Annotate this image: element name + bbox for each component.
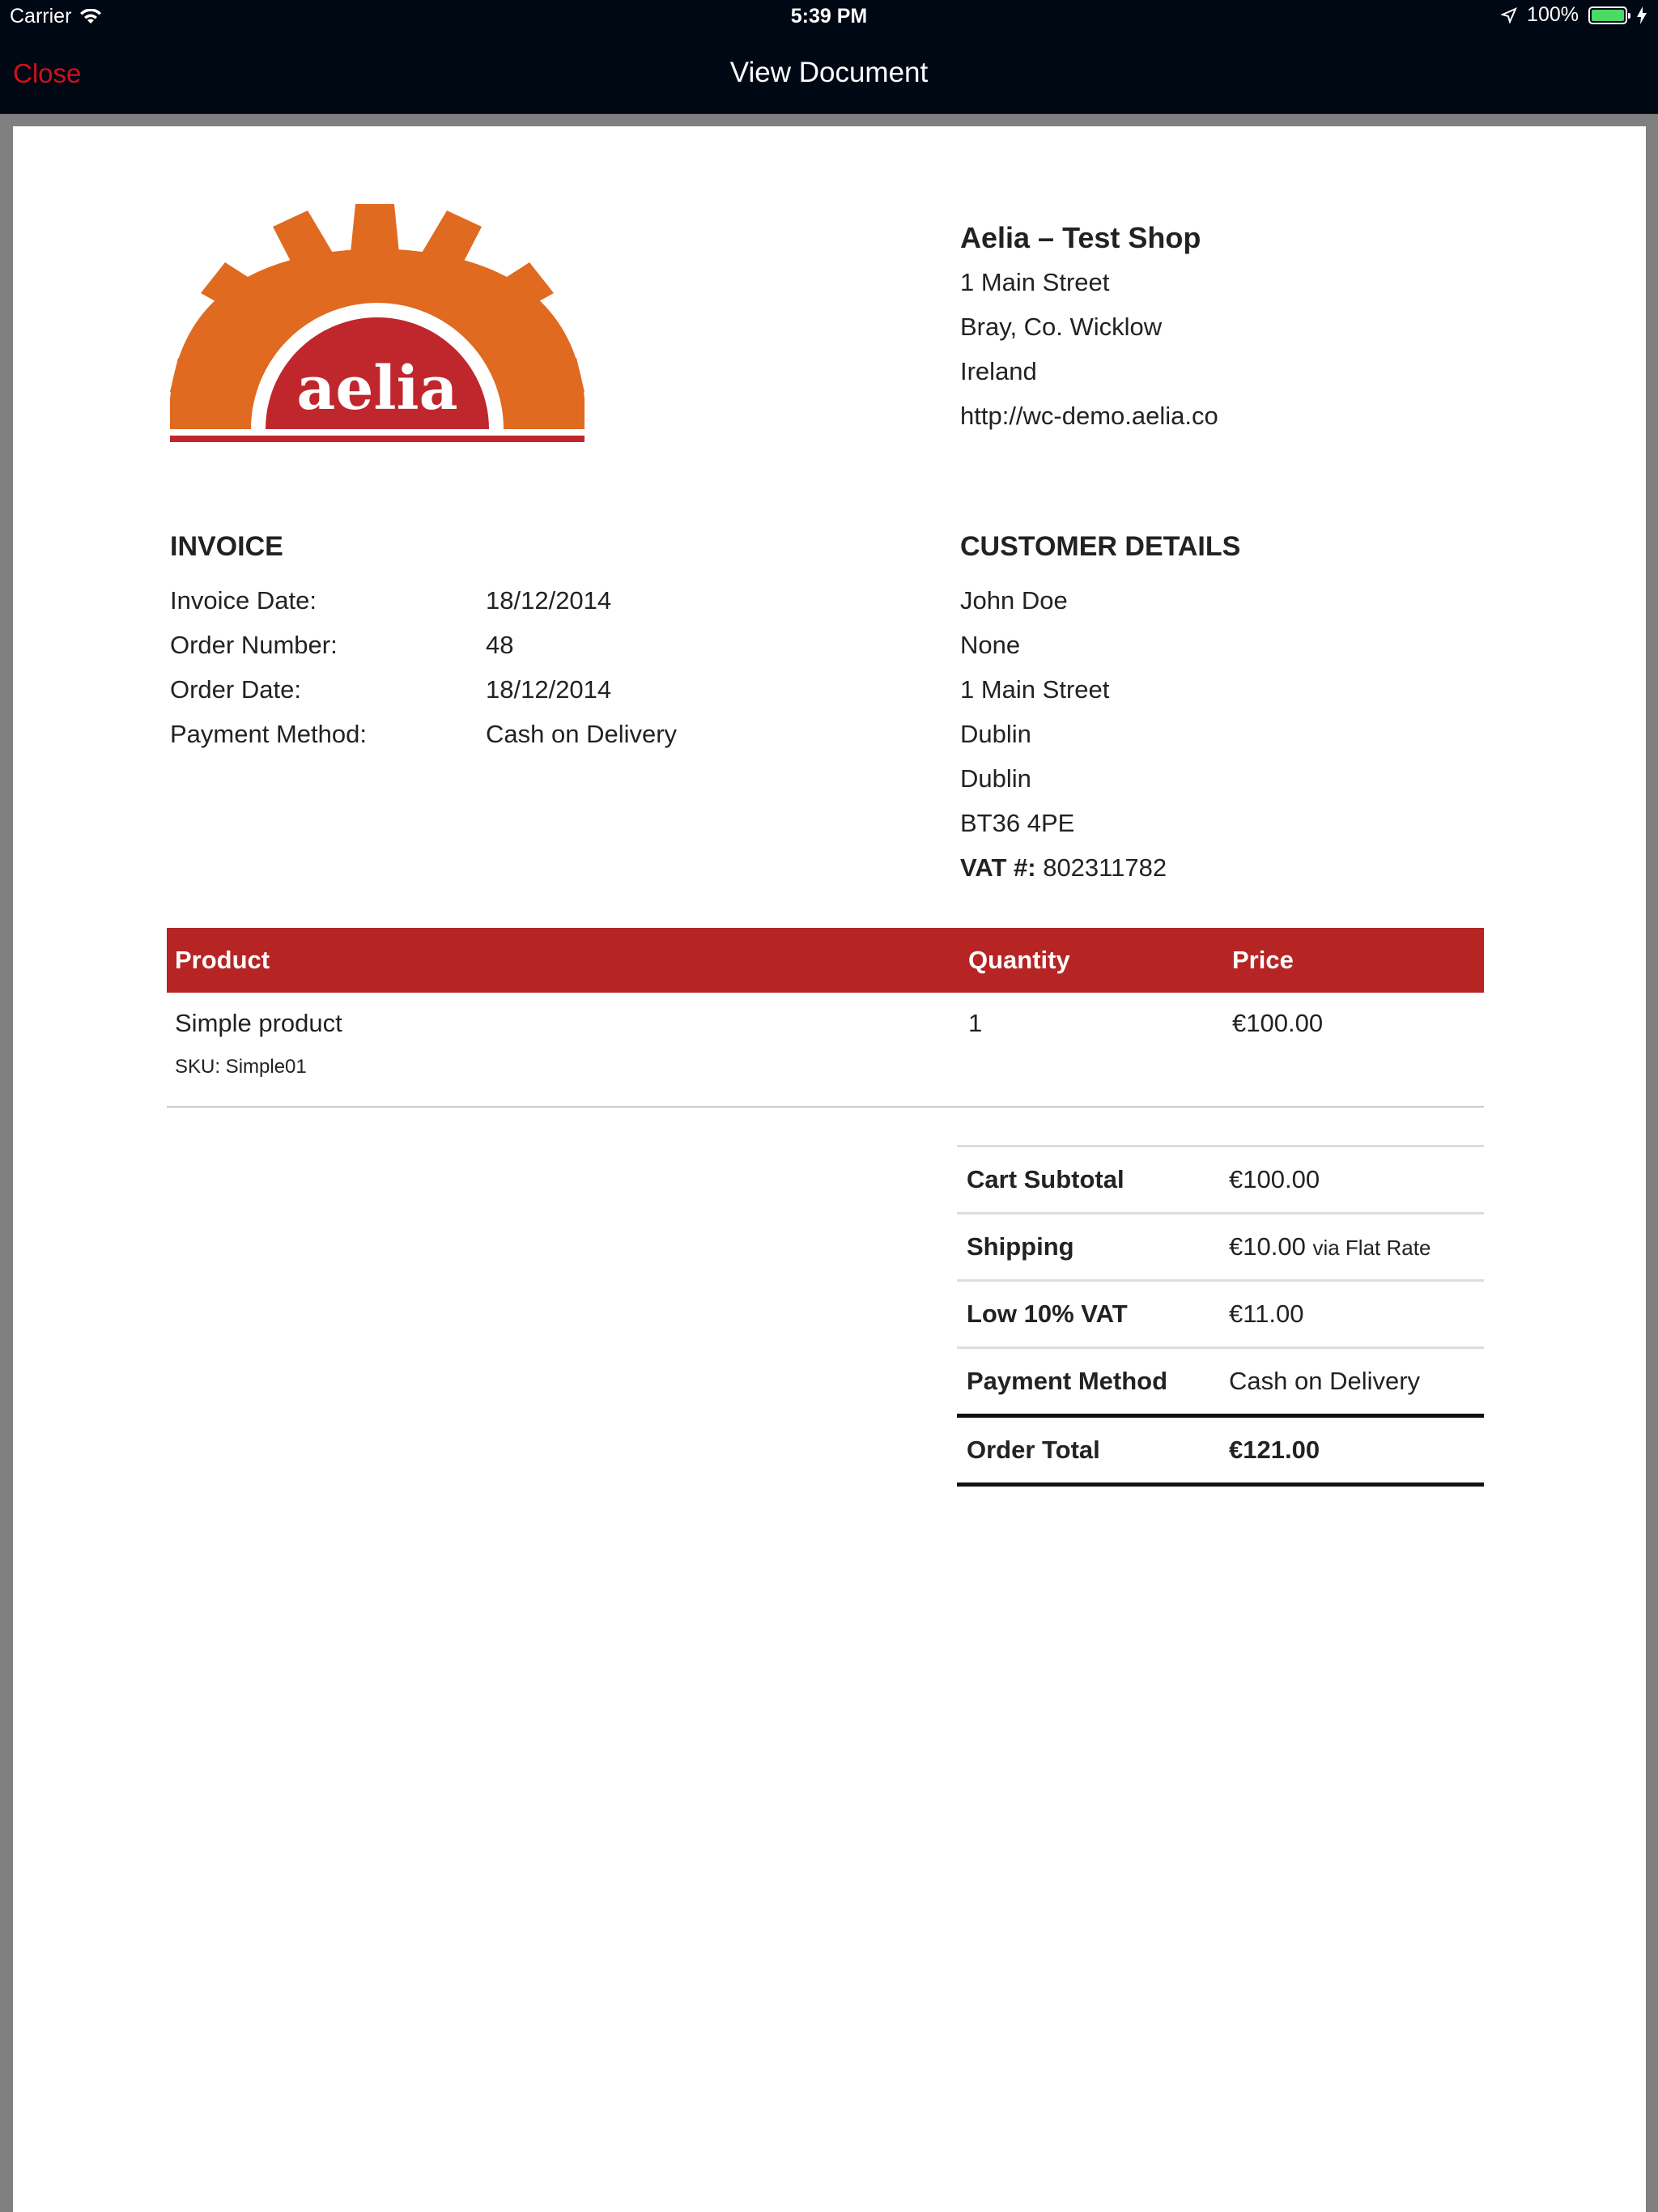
battery-percent: 100% — [1527, 3, 1579, 26]
order-total-label: Order Total — [967, 1436, 1100, 1464]
product-sku: SKU: Simple01 — [175, 1056, 307, 1078]
product-cell — [167, 1009, 960, 1106]
invoice-row — [170, 623, 677, 667]
order-total-row — [957, 1418, 1484, 1487]
totals-row — [957, 1147, 1484, 1214]
shop-address-line1: 1 Main Street — [960, 268, 1110, 296]
invoice-row — [170, 712, 677, 756]
customer-details — [960, 531, 1240, 890]
shop-name: Aelia – Test Shop — [960, 221, 1201, 254]
column-header-quantity: Quantity — [968, 946, 1070, 974]
table-row — [167, 993, 1484, 1108]
product-quantity: 1 — [968, 1009, 983, 1037]
vat-label: VAT #: — [960, 853, 1036, 882]
shop-details — [960, 215, 1218, 438]
totals-row — [957, 1349, 1484, 1418]
customer-line: Dublin — [960, 764, 1031, 793]
totals-value: €100.00 — [1229, 1165, 1320, 1193]
totals-table — [957, 1145, 1484, 1487]
invoice-value: Cash on Delivery — [486, 720, 678, 748]
location-arrow-icon — [1501, 7, 1517, 23]
totals-row — [957, 1214, 1484, 1282]
totals-value — [1221, 1232, 1431, 1261]
vat-value: 802311782 — [1043, 853, 1167, 882]
column-header-product: Product — [175, 946, 270, 974]
carrier-label: Carrier — [10, 5, 72, 28]
products-table — [167, 928, 1484, 1108]
order-total-value: €121.00 — [1229, 1436, 1320, 1464]
customer-line: BT36 4PE — [960, 809, 1075, 837]
shipping-amount: €10.00 — [1229, 1232, 1306, 1261]
invoice-label: Payment Method: — [170, 720, 367, 748]
logo-text: aelia — [296, 354, 458, 423]
nav-title: View Document — [729, 57, 929, 88]
invoice-row — [170, 578, 677, 623]
customer-vat — [960, 845, 1240, 890]
status-right — [1501, 3, 1647, 27]
invoice-value: 48 — [486, 631, 514, 659]
status-bar — [0, 0, 1658, 32]
customer-line: John Doe — [960, 586, 1068, 615]
battery-icon — [1588, 6, 1627, 24]
invoice-label: Invoice Date: — [170, 586, 317, 615]
invoice-title: INVOICE — [170, 531, 283, 562]
navigation-bar — [0, 32, 1658, 114]
invoice-value: 18/12/2014 — [486, 586, 612, 615]
totals-value: €11.00 — [1229, 1300, 1304, 1328]
product-price: €100.00 — [1232, 1009, 1324, 1037]
totals-row — [957, 1282, 1484, 1349]
charging-bolt-icon — [1637, 6, 1647, 24]
products-table-header — [167, 928, 1484, 993]
totals-label: Payment Method — [967, 1367, 1168, 1395]
totals-label: Cart Subtotal — [967, 1165, 1124, 1193]
shop-url[interactable]: http://wc-demo.aelia.co — [960, 402, 1218, 430]
close-button[interactable]: Close — [13, 58, 82, 88]
invoice-value: 18/12/2014 — [486, 675, 612, 704]
shop-address-line2: Bray, Co. Wicklow — [960, 313, 1163, 341]
invoice-info — [170, 531, 677, 756]
invoice-row — [170, 667, 677, 712]
totals-value: Cash on Delivery — [1229, 1367, 1421, 1395]
customer-line: Dublin — [960, 720, 1031, 748]
totals-label: Shipping — [967, 1232, 1074, 1261]
product-name: Simple product — [175, 1009, 342, 1037]
aelia-logo — [170, 204, 585, 447]
invoice-label: Order Number: — [170, 631, 338, 659]
customer-line: None — [960, 631, 1021, 659]
shop-country: Ireland — [960, 357, 1037, 385]
column-header-price: Price — [1232, 946, 1294, 974]
document-page[interactable] — [13, 126, 1646, 2212]
customer-line: 1 Main Street — [960, 675, 1110, 704]
status-time: 5:39 PM — [790, 5, 868, 28]
shipping-method: via Flat Rate — [1312, 1236, 1431, 1260]
totals-label: Low 10% VAT — [967, 1300, 1128, 1328]
invoice-label: Order Date: — [170, 675, 301, 704]
customer-title: CUSTOMER DETAILS — [960, 531, 1241, 562]
